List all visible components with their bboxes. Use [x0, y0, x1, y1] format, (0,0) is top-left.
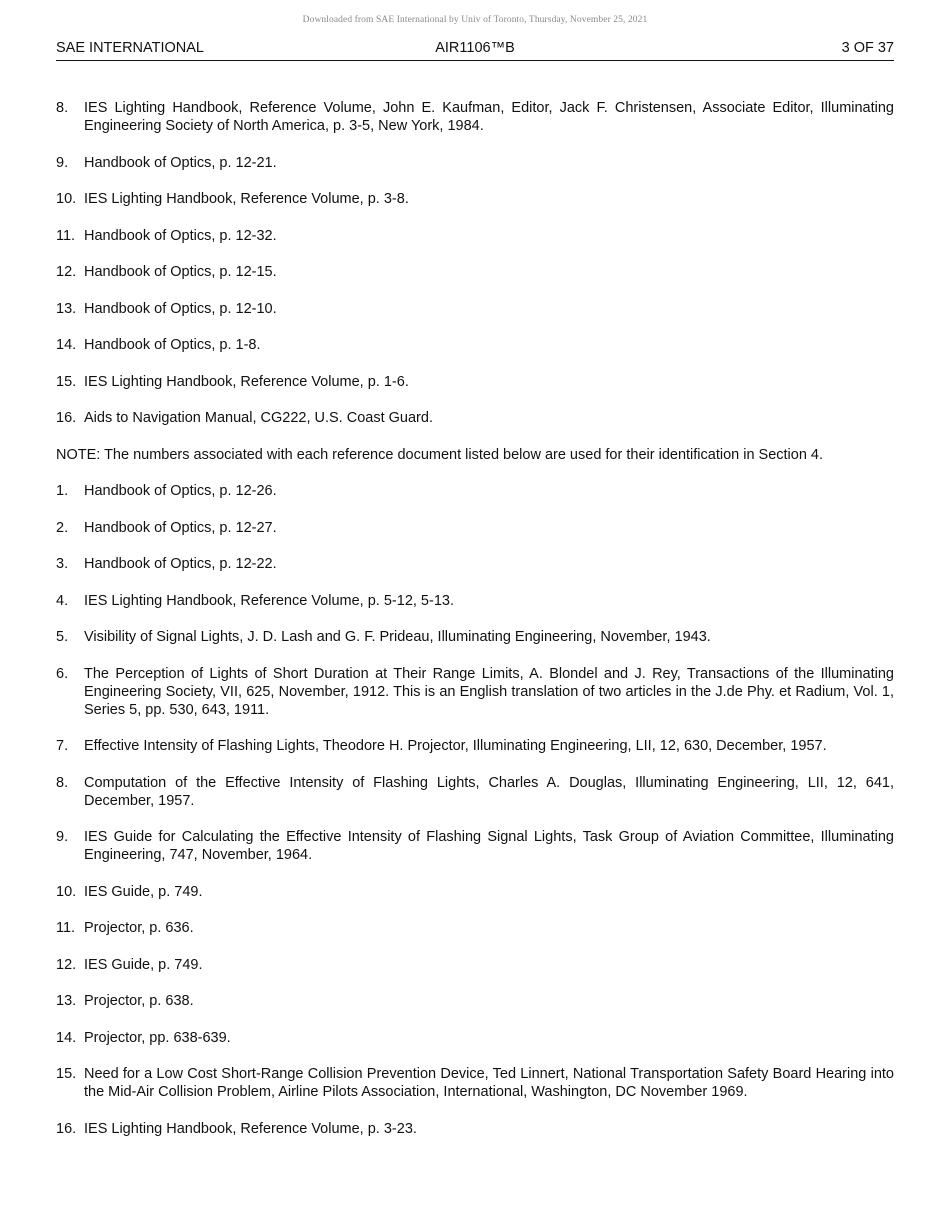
- reference-text: IES Lighting Handbook, Reference Volume, p. 1-6.: [84, 373, 409, 390]
- reference-item: [56, 190, 894, 208]
- reference-text: Visibility of Signal Lights, J. D. Lash and G. F. Prideau, Illuminating Engineering, November, 1943.: [84, 629, 711, 645]
- reference-number: 9.: [56, 829, 69, 845]
- reference-item: [56, 592, 894, 610]
- reference-item: [56, 828, 894, 864]
- section-note: NOTE: The numbers associated with each reference document listed below are used for their identification in Section 4.: [56, 446, 824, 463]
- reference-item: [56, 99, 894, 135]
- reference-number: 16.: [56, 1120, 77, 1137]
- reference-item: [56, 263, 894, 281]
- reference-item: [56, 628, 894, 646]
- reference-list-b: [56, 482, 894, 1138]
- reference-item: [56, 300, 894, 318]
- reference-text: Aids to Navigation Manual, CG222, U.S. Coast Guard.: [84, 410, 433, 426]
- reference-number: 14.: [56, 337, 77, 353]
- reference-text: Projector, p. 636.: [84, 920, 194, 936]
- reference-item: [56, 519, 894, 537]
- reference-item: [56, 992, 894, 1010]
- reference-number: 16.: [56, 410, 77, 426]
- reference-text: IES Lighting Handbook, Reference Volume, John E. Kaufman, Editor, Jack F. Christensen, Associate Editor, Illuminating Engineering Society of North America, p. 3-5, New York, 1984.: [84, 100, 894, 134]
- reference-text: IES Lighting Handbook, Reference Volume, p. 3-23.: [84, 1120, 417, 1137]
- references-content: [56, 99, 894, 1138]
- page-header: [56, 38, 894, 61]
- reference-item: [56, 883, 894, 901]
- reference-text: Computation of the Effective Intensity of Flashing Lights, Charles A. Douglas, Illuminating Engineering, LII, 12, 641, December, 1957.: [84, 774, 894, 809]
- reference-item: [56, 1029, 894, 1047]
- reference-number: 10.: [56, 883, 77, 900]
- header-page-number: 3 OF 37: [841, 40, 894, 56]
- header-publisher: SAE INTERNATIONAL: [56, 40, 204, 56]
- reference-number: 8.: [56, 100, 69, 116]
- reference-number: 11.: [56, 227, 76, 244]
- reference-number: 3.: [56, 556, 69, 572]
- reference-text: Effective Intensity of Flashing Lights, Theodore H. Projector, Illuminating Engineering, LII, 12, 630, December, 1957.: [84, 738, 827, 754]
- reference-list-a: [56, 99, 894, 427]
- reference-text: Handbook of Optics, p. 12-21.: [84, 154, 277, 171]
- reference-item: [56, 956, 894, 974]
- reference-text: IES Guide, p. 749.: [84, 956, 203, 973]
- reference-text: Handbook of Optics, p. 12-32.: [84, 227, 277, 244]
- reference-item: [56, 373, 894, 391]
- reference-item: [56, 154, 894, 172]
- reference-number: 13.: [56, 993, 77, 1009]
- reference-number: 2.: [56, 519, 69, 536]
- reference-text: IES Lighting Handbook, Reference Volume, p. 5-12, 5-13.: [84, 592, 454, 609]
- reference-item: [56, 737, 894, 755]
- reference-number: 4.: [56, 592, 69, 609]
- reference-text: Handbook of Optics, p. 12-10.: [84, 300, 277, 317]
- reference-text: Handbook of Optics, p. 1-8.: [84, 337, 261, 353]
- reference-number: 1.: [56, 483, 69, 499]
- reference-item: [56, 665, 894, 719]
- reference-text: Projector, pp. 638-639.: [84, 1029, 231, 1046]
- reference-number: 9.: [56, 154, 69, 171]
- reference-item: [56, 1120, 894, 1138]
- reference-number: 5.: [56, 629, 69, 645]
- reference-text: Need for a Low Cost Short-Range Collision Prevention Device, Ted Linnert, National Transportation Safety Board Hearing into the Mid-Air Collision Problem, Airline Pilots Association, International, Washington, DC November 1969.: [84, 1066, 894, 1100]
- reference-text: Projector, p. 638.: [84, 993, 194, 1009]
- reference-item: [56, 774, 894, 810]
- reference-item: [56, 919, 894, 937]
- reference-item: [56, 227, 894, 245]
- reference-number: 10.: [56, 191, 77, 207]
- reference-text: Handbook of Optics, p. 12-22.: [84, 556, 277, 572]
- reference-text: IES Lighting Handbook, Reference Volume, p. 3-8.: [84, 191, 409, 207]
- reference-number: 13.: [56, 300, 77, 317]
- reference-number: 11.: [56, 920, 76, 936]
- reference-number: 15.: [56, 373, 77, 390]
- reference-text: Handbook of Optics, p. 12-15.: [84, 264, 277, 280]
- reference-text: Handbook of Optics, p. 12-27.: [84, 519, 277, 536]
- reference-number: 8.: [56, 774, 69, 791]
- reference-number: 14.: [56, 1029, 77, 1046]
- reference-item: [56, 1065, 894, 1101]
- reference-number: 15.: [56, 1066, 77, 1082]
- reference-number: 12.: [56, 956, 77, 973]
- reference-text: Handbook of Optics, p. 12-26.: [84, 483, 277, 499]
- reference-number: 7.: [56, 738, 69, 754]
- reference-text: The Perception of Lights of Short Duration at Their Range Limits, A. Blondel and J. Rey, Transactions of the Illuminating Engineering Society, VII, 625, November, 1912. This is an English translation of two articles in the J.de Phy. et Radium, Vol. 1, Series 5, pp. 530, 643, 1911.: [84, 665, 894, 718]
- reference-item: [56, 482, 894, 500]
- reference-text: IES Guide for Calculating the Effective Intensity of Flashing Signal Lights, Task Group of Aviation Committee, Illuminating Engineering, 747, November, 1964.: [84, 829, 894, 863]
- reference-number: 6.: [56, 665, 69, 682]
- header-document-id: AIR1106™B: [435, 40, 515, 56]
- reference-item: [56, 555, 894, 573]
- reference-text: IES Guide, p. 749.: [84, 883, 203, 900]
- reference-item: [56, 409, 894, 427]
- download-watermark: Downloaded from SAE International by Univ of Toronto, Thursday, November 25, 2021: [302, 15, 648, 25]
- reference-number: 12.: [56, 264, 77, 280]
- reference-item: [56, 336, 894, 354]
